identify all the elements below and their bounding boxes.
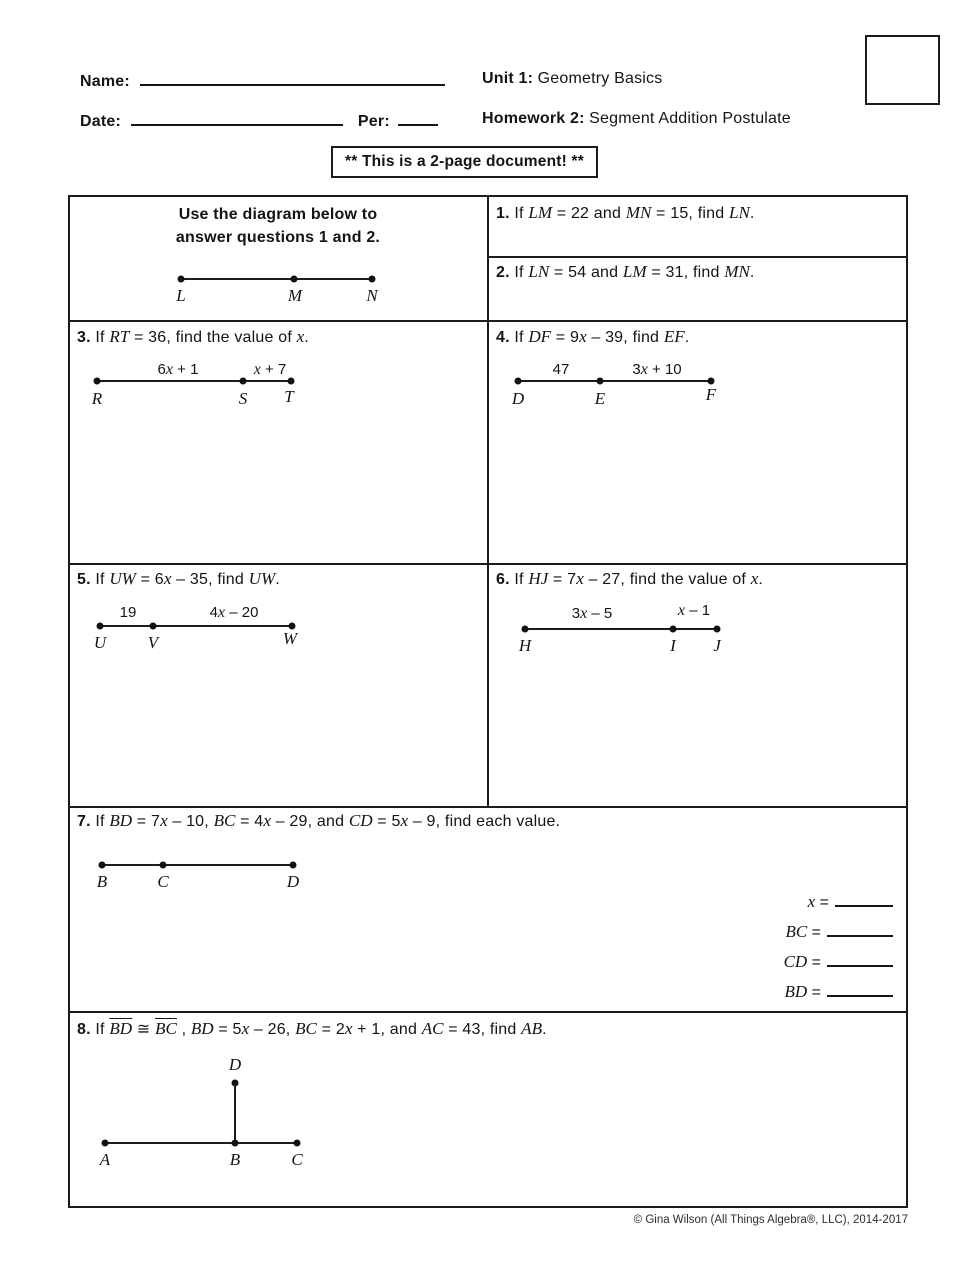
point-dot bbox=[240, 378, 247, 385]
instructions bbox=[88, 203, 468, 249]
point-dot bbox=[150, 623, 157, 630]
point-dot bbox=[102, 1140, 109, 1147]
point-dot bbox=[714, 626, 721, 633]
point-dot bbox=[288, 378, 295, 385]
point-label: V bbox=[147, 633, 159, 652]
question-2: 2. If LN = 54 and LM = 31, find MN. bbox=[496, 262, 755, 281]
point-label: A bbox=[99, 1150, 111, 1169]
segment-length-label: 3x + 10 bbox=[632, 361, 682, 378]
per-label: Per: bbox=[357, 113, 390, 130]
point-label: R bbox=[91, 389, 103, 408]
answer-label: CD = bbox=[783, 952, 821, 971]
point-dot bbox=[515, 378, 522, 385]
homework-value: Segment Addition Postulate bbox=[589, 110, 791, 127]
point-dot bbox=[232, 1140, 239, 1147]
answer-label: BC = bbox=[785, 922, 821, 941]
question-5: 5. If UW = 6x – 35, find UW. bbox=[77, 569, 280, 588]
question-6: 6. If HJ = 7x – 27, find the value of x. bbox=[496, 569, 763, 588]
point-dot bbox=[294, 1140, 301, 1147]
point-label: J bbox=[713, 636, 721, 655]
question-4: 4. If DF = 9x – 39, find EF. bbox=[496, 327, 690, 346]
segment-line bbox=[181, 278, 372, 280]
homework-label: Homework 2: bbox=[482, 110, 585, 127]
question-1: 1. If LM = 22 and MN = 15, find LN. bbox=[496, 203, 755, 222]
name-row bbox=[80, 70, 445, 91]
point-label: C bbox=[157, 872, 169, 891]
homework-title bbox=[482, 110, 791, 128]
segment-length-label: 6x + 1 bbox=[157, 361, 199, 378]
answer-row-bc bbox=[785, 921, 893, 942]
date-label: Date: bbox=[80, 113, 122, 130]
per-blank[interactable] bbox=[398, 110, 438, 126]
point-dot bbox=[160, 862, 167, 869]
name-blank[interactable] bbox=[140, 70, 445, 86]
point-label: B bbox=[96, 872, 108, 891]
segment-length-label: x – 1 bbox=[677, 602, 711, 619]
point-label: D bbox=[286, 872, 300, 891]
page-notice: ** This is a 2-page document! ** bbox=[331, 146, 598, 178]
point-dot bbox=[597, 378, 604, 385]
point-dot bbox=[290, 862, 297, 869]
unit-label: Unit 1: bbox=[482, 70, 534, 87]
point-label: F bbox=[705, 385, 717, 404]
answer-label: x = bbox=[807, 892, 829, 911]
point-dot bbox=[670, 626, 677, 633]
point-label: C bbox=[291, 1150, 303, 1169]
segment-length-label: 47 bbox=[552, 361, 570, 378]
segment-line bbox=[518, 380, 711, 382]
point-label: U bbox=[93, 633, 107, 652]
date-row bbox=[80, 110, 438, 131]
segment-line bbox=[105, 1142, 297, 1144]
point-label: I bbox=[670, 636, 676, 655]
point-label: H bbox=[518, 636, 532, 655]
segment-line bbox=[102, 864, 293, 866]
copyright-text: © Gina Wilson (All Things Algebra®, LLC), 2014-2017 bbox=[633, 1214, 908, 1226]
point-label: M bbox=[287, 286, 303, 305]
answer-blank-cd[interactable] bbox=[827, 951, 893, 967]
point-label: E bbox=[594, 389, 606, 408]
date-blank[interactable] bbox=[131, 110, 343, 126]
grade-box bbox=[865, 35, 940, 105]
point-label: W bbox=[282, 629, 298, 648]
point-dot bbox=[522, 626, 529, 633]
column-divider bbox=[487, 195, 489, 808]
point-label: N bbox=[366, 286, 378, 305]
answer-row-bd bbox=[785, 981, 893, 1002]
point-dot bbox=[291, 276, 298, 283]
point-label: L bbox=[176, 286, 186, 305]
segment-length-label: 4x – 20 bbox=[209, 604, 259, 621]
question-7: 7. If BD = 7x – 10, BC = 4x – 29, and CD = 5x – 9, find each value. bbox=[77, 811, 561, 830]
point-dot bbox=[178, 276, 185, 283]
answer-blank-bd[interactable] bbox=[827, 981, 893, 997]
answer-row-cd bbox=[784, 951, 893, 972]
row-divider bbox=[488, 256, 906, 258]
point-label: B bbox=[229, 1150, 241, 1169]
segment-length-label: 19 bbox=[119, 604, 137, 621]
point-label: S bbox=[238, 389, 248, 408]
segment-length-label: 3x – 5 bbox=[571, 605, 613, 622]
instructions-line-2: answer questions 1 and 2. bbox=[175, 229, 381, 246]
answer-row-x bbox=[808, 891, 893, 912]
segment-line bbox=[525, 628, 717, 630]
point-dot bbox=[369, 276, 376, 283]
point-dot bbox=[708, 378, 715, 385]
name-label: Name: bbox=[80, 73, 130, 90]
point-label: T bbox=[284, 387, 294, 406]
point-dot bbox=[94, 378, 101, 385]
segment-line-vertical bbox=[234, 1083, 236, 1143]
unit-title bbox=[482, 70, 662, 88]
point-dot bbox=[97, 623, 104, 630]
answer-blank-x[interactable] bbox=[835, 891, 893, 907]
segment-line bbox=[100, 625, 292, 627]
segment-line bbox=[97, 380, 291, 382]
segment-length-label: x + 7 bbox=[253, 361, 287, 378]
answer-blank-bc[interactable] bbox=[827, 921, 893, 937]
point-label: D bbox=[228, 1055, 242, 1074]
row-divider bbox=[68, 1011, 906, 1013]
point-label: D bbox=[511, 389, 525, 408]
unit-value: Geometry Basics bbox=[537, 70, 663, 87]
instructions-line-1: Use the diagram below to bbox=[178, 206, 378, 223]
answer-label: BD = bbox=[784, 982, 821, 1001]
point-dot bbox=[99, 862, 106, 869]
question-3: 3. If RT = 36, find the value of x. bbox=[77, 327, 309, 346]
question-8: 8. If $\overline{BD}$ ≅ $\overline{BC}$ , BD = 5x – 26, BC = 2x + 1, and AC = 43, find AB. bbox=[77, 1019, 547, 1038]
